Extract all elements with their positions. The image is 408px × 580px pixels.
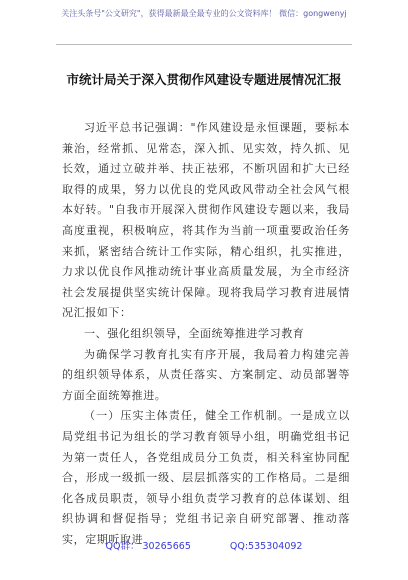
footer-qq-group: QQ群： 30265665: [105, 541, 191, 552]
footer-contacts: [0, 538, 408, 552]
document-title: 市统计局关于深入贯彻作风建设专题进展情况汇报: [66, 72, 342, 87]
paragraph-subsection-1: （一）压实主体责任，健全工作机制。一是成立以局党组书记为组长的学习教育领导小组，明确党组书记为第一责任人，各党组成员分工负责，相关科室协同配合，形成一级抓一级、层层抓落实的工作格局。二是细化各成员职责，领导小组负责学习教育的总体谋划、组织协调和督促指导；党组书记亲自研究部署、推动落实，定期听取进: [62, 409, 350, 546]
header-notice: 关注头条号"公文研究"，获得最新最全最专业的公文资料库！ 微信：gongwenyj: [61, 9, 347, 18]
header-divider: [56, 44, 352, 45]
paragraph-intro: 习近平总书记强调："作风建设是永恒课题，要标本兼治，经常抓、见常态，深入抓、见实效，持久抓、见长效，通过立破并举、扶正祛邪，不断巩固和扩大已经取得的成果，努力以优良的党风政风带动全社会风气根本好转。"自我市开展深入贯彻作风建设专题以来，我局高度重视，积极响应，将其作为当前一项重要政治任务来抓，紧密结合统计工作实际，精心组织，扎实推进，力求以优良作风推动统计事业高质量发展，为全市经济社会发展提供坚实统计保障。现将我局学习教育进展情况汇报如下：: [62, 121, 350, 320]
paragraph-section-1: 为确保学习教育扎实有序开展，我局着力构建完善的组织领导体系，从责任落实、方案制定、动员部署等方面全面统筹推进。: [62, 347, 350, 402]
footer-qq: QQ:535304092: [229, 541, 303, 552]
document-body: [62, 118, 350, 550]
section-heading-1: 一、强化组织领导，全面统筹推进学习教育: [84, 326, 305, 340]
